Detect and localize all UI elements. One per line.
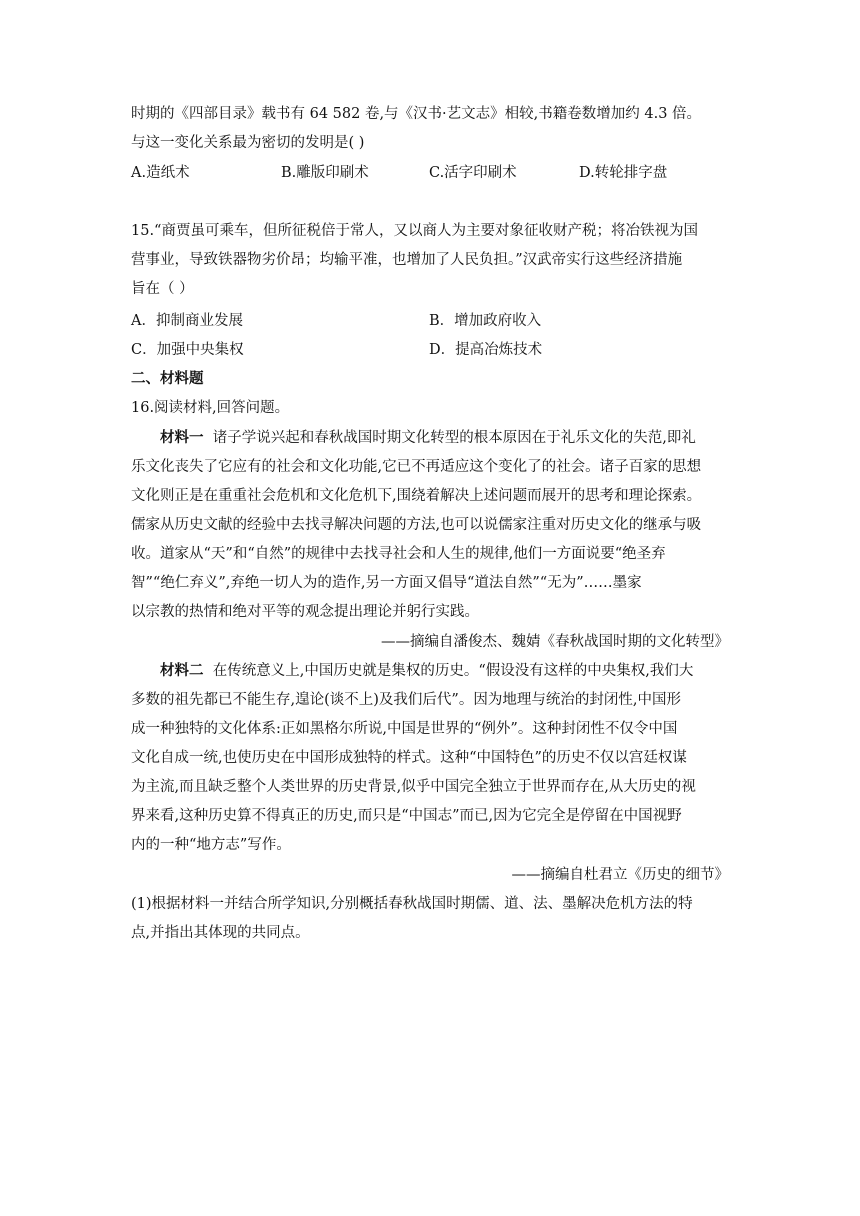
material-1-line: 乐文化丧失了它应有的社会和文化功能,它已不再适应这个变化了的社会。诸子百家的思想 [131, 459, 702, 475]
material-2-first-text: 在传统意义上,中国历史就是集权的历史。“假设没有这样的中央集权,我们大 [212, 663, 694, 679]
q15-stem-line-1: 15.“商贾虽可乘车，但所征税倍于常人，又以商人为主要对象征收财产税；将冶铁视为国 [131, 223, 698, 239]
material-1-source: ——摘编自潘俊杰、魏婧《春秋战国时期的文化转型》 [381, 634, 729, 650]
material-2-line: 界来看,这种历史算不得真正的历史,而只是“中国志”而已,因为它完全是停留在中国视野 [131, 808, 682, 824]
q14-stem-line-2: 与这一变化关系最为密切的发明是( ) [131, 135, 365, 151]
material-1-label: 材料一 [160, 429, 204, 446]
material-1-line: 儒家从历史文献的经验中去找寻解决问题的方法,也可以说儒家注重对历史文化的继承与吸 [131, 517, 702, 533]
material-2-first-line [160, 661, 693, 681]
q15-option-a: A．抑制商业发展 [131, 313, 243, 329]
q14-option-b: B.雕版印刷术 [281, 165, 369, 181]
subquestion-1-line-2: 点,并指出其体现的共同点。 [131, 925, 310, 941]
q15-option-d: D．提高冶炼技术 [429, 342, 543, 358]
material-2-line: 内的一种“地方志”写作。 [131, 837, 291, 853]
material-1-line: 收。道家从“天”和“自然”的规律中去找寻社会和人生的规律,他们一方面说要“绝圣弃 [131, 546, 666, 562]
section-title: 二、材料题 [131, 370, 204, 387]
q15-option-b: B．增加政府收入 [429, 313, 542, 329]
q14-option-d: D.转轮排字盘 [579, 165, 668, 181]
q15-stem-line-3: 旨在（ ） [131, 281, 194, 297]
material-1-line: 以宗教的热情和绝对平等的观念提出理论并躬行实践。 [131, 604, 479, 620]
material-2-line: 多数的祖先都已不能生存,遑论(谈不上)及我们后代”。因为地理与统治的封闭性,中国形 [131, 692, 681, 708]
material-2-source: ——摘编自杜君立《历史的细节》 [511, 867, 729, 883]
q14-option-c: C.活字印刷术 [429, 165, 517, 181]
material-2-label: 材料二 [160, 662, 204, 679]
material-1-line: 文化则正是在重重社会危机和文化危机下,围绕着解决上述问题而展开的思考和理论探索。 [131, 488, 702, 504]
q15-stem-line-2: 营事业，导致铁器物劣价昂；均输平准，也增加了人民负担。”汉武帝实行这些经济措施 [131, 252, 683, 268]
material-1-line: 智”“绝仁弃义”,弃绝一切人为的造作,另一方面又倡导“道法自然”“无为”……墨家 [131, 575, 642, 591]
material-2-line: 文化自成一统,也使历史在中国形成独特的样式。这种“中国特色”的历史不仅以宫廷权谋 [131, 750, 687, 766]
material-1-first-line [160, 428, 696, 448]
material-1-first-text: 诸子学说兴起和春秋战国时期文化转型的根本原因在于礼乐文化的失范,即礼 [212, 430, 696, 446]
q14-stem-line-1: 时期的《四部目录》载书有 64 582 卷,与《汉书·艺文志》相较,书籍卷数增加约 4.3 倍。 [131, 106, 702, 122]
q15-option-c: C．加强中央集权 [131, 342, 244, 358]
q16-intro: 16.阅读材料,回答问题。 [131, 400, 290, 416]
material-2-line: 为主流,而且缺乏整个人类世界的历史背景,似乎中国完全独立于世界而存在,从大历史的视 [131, 779, 696, 795]
q14-option-a: A.造纸术 [131, 165, 190, 181]
material-2-line: 成一种独特的文化体系:正如黑格尔所说,中国是世界的“例外”。这种封闭性不仅令中国 [131, 721, 678, 737]
subquestion-1-line-1: (1)根据材料一并结合所学知识,分别概括春秋战国时期儒、道、法、墨解决危机方法的特 [131, 896, 693, 912]
